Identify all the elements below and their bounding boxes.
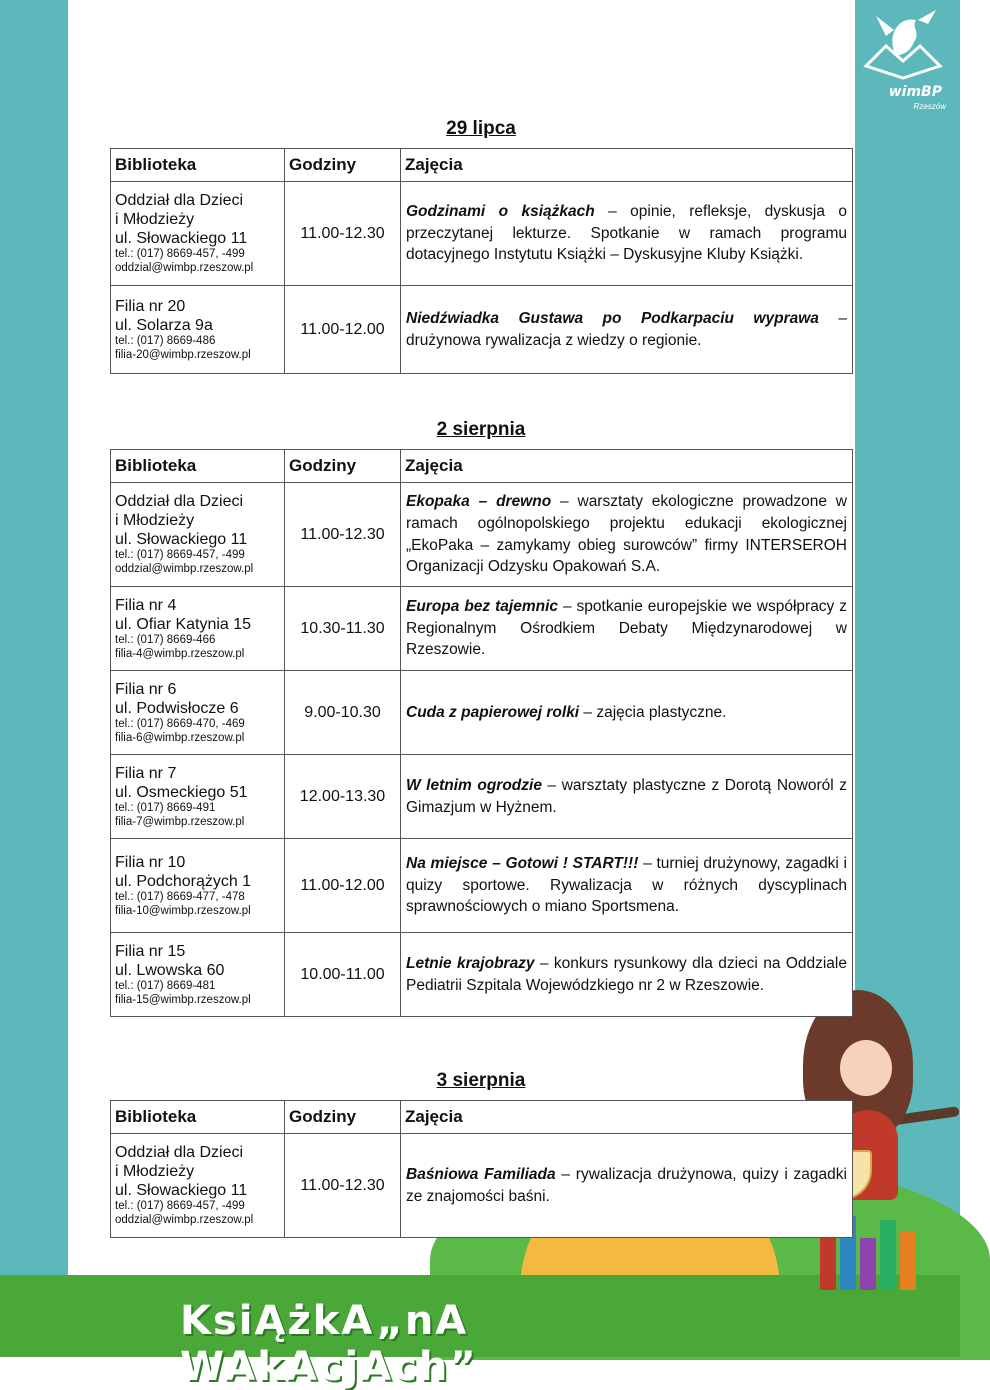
library-name: Filia nr 6: [115, 680, 177, 698]
library-email[interactable]: oddzial@wimbp.rzeszow.pl: [115, 563, 254, 576]
activity-description: – spotkanie europejskie we współpracy z Regionalnym Ośrodkiem Debaty Międzynarodowej w Rzeszowie.: [406, 597, 847, 659]
library-name: Oddział dla Dzieci: [115, 1143, 244, 1161]
table-header: [111, 450, 853, 483]
header-activities: Zajęcia: [401, 149, 853, 182]
activity-cell: [401, 839, 853, 933]
hours-cell: 11.00-12.30: [285, 1134, 401, 1238]
library-email[interactable]: filia-6@wimbp.rzeszow.pl: [115, 731, 245, 744]
library-phone: tel.: (017) 8669-491: [115, 801, 216, 814]
activity-title: Na miejsce – Gotowi ! START!!!: [406, 854, 639, 872]
section-date: 2 sierpnia: [436, 419, 526, 440]
library-address: ul. Ofiar Katynia 15: [115, 615, 252, 633]
library-phone: tel.: (017) 8669-457, -499: [115, 1200, 245, 1213]
library-cell: [111, 286, 285, 374]
activity-title: Baśniowa Familiada: [406, 1165, 556, 1183]
library-cell: [111, 182, 285, 286]
library-name: i Młodzieży: [115, 512, 195, 530]
library-address: ul. Podwisłocze 6: [115, 699, 239, 717]
book-spine: [900, 1232, 916, 1290]
activity-description: – drużynowa rywalizacja z wiedzy o regionie.: [406, 309, 847, 349]
hours-cell: 9.00-10.30: [285, 671, 401, 755]
library-phone: tel.: (017) 8669-477, -478: [115, 890, 245, 903]
library-name: Filia nr 20: [115, 297, 186, 315]
activity-description: – opinie, refleksje, dyskusja o przeczytanej lekturze. Spotkanie w ramach programu dotacyjnego Instytutu Książki – Dyskusyjne Kluby Książki.: [406, 202, 847, 264]
activity-description: – zajęcia plastyczne.: [579, 703, 727, 721]
table-row: [111, 182, 853, 286]
activity-description: – turniej drużynowy, zagadki i quizy sportowe. Rywalizacja w różnych dyscyplinach sprawnościowych o miano Sportsmena.: [406, 854, 847, 916]
library-name: i Młodzieży: [115, 211, 195, 229]
library-email[interactable]: filia-20@wimbp.rzeszow.pl: [115, 348, 251, 361]
library-email[interactable]: oddzial@wimbp.rzeszow.pl: [115, 1214, 254, 1227]
library-email[interactable]: filia-4@wimbp.rzeszow.pl: [115, 647, 245, 660]
header-library: Biblioteka: [111, 1101, 285, 1134]
activity-title: Europa bez tajemnic: [406, 597, 559, 615]
section-date: 3 sierpnia: [436, 1070, 526, 1091]
table-row: [111, 286, 853, 374]
table-row: [111, 483, 853, 587]
activity-cell: [401, 483, 853, 587]
activity-title: Ekopaka – drewno: [406, 493, 552, 511]
library-address: ul. Solarza 9a: [115, 316, 213, 334]
library-name: Oddział dla Dzieci: [115, 492, 244, 510]
library-email[interactable]: filia-7@wimbp.rzeszow.pl: [115, 815, 245, 828]
library-name: i Młodzieży: [115, 1163, 195, 1181]
hours-cell: 11.00-12.00: [285, 286, 401, 374]
header-activities: Zajęcia: [401, 1101, 853, 1134]
table-row: [111, 587, 853, 671]
table-row: [111, 1134, 853, 1238]
library-cell: [111, 587, 285, 671]
header-hours: Godziny: [285, 450, 401, 483]
library-email[interactable]: oddzial@wimbp.rzeszow.pl: [115, 262, 254, 275]
library-cell: [111, 933, 285, 1017]
header-hours: Godziny: [285, 1101, 401, 1134]
activity-cell: [401, 286, 853, 374]
activity-cell: [401, 933, 853, 1017]
header-library: Biblioteka: [111, 450, 285, 483]
logo-text: wimBP: [888, 84, 942, 100]
activity-cell: [401, 1134, 853, 1238]
hours-cell: 11.00-12.30: [285, 483, 401, 587]
library-cell: [111, 755, 285, 839]
logo-subtitle: Rzeszów: [913, 102, 946, 111]
library-cell: [111, 671, 285, 755]
table-row: [111, 933, 853, 1017]
table-header: [111, 1101, 853, 1134]
activity-description: – warsztaty ekologiczne prowadzone w ramach ogólnopolskiego projektu edukacji ekologicznej „EkoPaka – zamykamy obieg surowców” firmy INTERSEROH Organizacji Odzysku Opakowań S.A.: [406, 493, 847, 576]
hours-cell: 11.00-12.30: [285, 182, 401, 286]
book-spine: [880, 1220, 896, 1290]
activity-title: Niedźwiadka Gustawa po Podkarpaciu wyprawa: [406, 309, 819, 327]
schedule-table: [110, 148, 853, 374]
table-row: [111, 671, 853, 755]
library-name: Filia nr 4: [115, 596, 177, 614]
book-spine: [860, 1238, 876, 1290]
library-phone: tel.: (017) 8669-457, -499: [115, 248, 245, 261]
activity-cell: [401, 671, 853, 755]
library-phone: tel.: (017) 8669-457, -499: [115, 549, 245, 562]
table-header: [111, 149, 853, 182]
book-spine: [820, 1230, 836, 1290]
library-email[interactable]: filia-10@wimbp.rzeszow.pl: [115, 904, 251, 917]
library-name: Filia nr 10: [115, 853, 186, 871]
hours-cell: 10.30-11.30: [285, 587, 401, 671]
hours-cell: 12.00-13.30: [285, 755, 401, 839]
activity-cell: [401, 755, 853, 839]
library-address: ul. Słowackiego 11: [115, 230, 248, 248]
library-address: ul. Lwowska 60: [115, 961, 225, 979]
library-phone: tel.: (017) 8669-481: [115, 979, 216, 992]
activity-cell: [401, 182, 853, 286]
library-cell: [111, 1134, 285, 1238]
hours-cell: 11.00-12.00: [285, 839, 401, 933]
library-address: ul. Podchorążych 1: [115, 872, 252, 890]
library-address: ul. Słowackiego 11: [115, 1182, 248, 1200]
library-name: Filia nr 15: [115, 942, 186, 960]
activity-title: Letnie krajobrazy: [406, 954, 535, 972]
activity-title: Godzinami o książkach: [406, 202, 595, 220]
table-row: [111, 755, 853, 839]
header-activities: Zajęcia: [401, 450, 853, 483]
activity-title: W letnim ogrodzie: [406, 776, 542, 794]
header-hours: Godziny: [285, 149, 401, 182]
library-cell: [111, 483, 285, 587]
pegasus-book-icon: [856, 6, 950, 90]
library-address: ul. Osmeckiego 51: [115, 783, 248, 801]
library-cell: [111, 839, 285, 933]
activity-description: – warsztaty plastyczne z Dorotą Noworól z Gimazjum w Hyżnem.: [406, 776, 848, 816]
header-library: Biblioteka: [111, 149, 285, 182]
activity-title: Cuda z papierowej rolki: [406, 703, 580, 721]
library-name: Filia nr 7: [115, 764, 177, 782]
schedule-table: [110, 449, 853, 1017]
library-phone: tel.: (017) 8669-486: [115, 334, 216, 347]
activity-description: – konkurs rysunkowy dla dzieci na Oddziale Pediatrii Szpitala Wojewódzkiego nr 2 w Rzeszowie.: [406, 954, 847, 994]
hours-cell: 10.00-11.00: [285, 933, 401, 1017]
table-row: [111, 839, 853, 933]
library-phone: tel.: (017) 8669-470, -469: [115, 717, 245, 730]
library-name: Oddział dla Dzieci: [115, 191, 244, 209]
footer-banner: KsiĄżkA„nA WAkAcjAch”: [180, 1298, 478, 1390]
activity-cell: [401, 587, 853, 671]
activity-description: – rywalizacja drużynowa, quizy i zagadki ze znajomości baśni.: [406, 1165, 847, 1205]
library-phone: tel.: (017) 8669-466: [115, 633, 216, 646]
schedule-table: [110, 1100, 853, 1238]
library-address: ul. Słowackiego 11: [115, 531, 248, 549]
section-date: 29 lipca: [446, 118, 516, 139]
library-email[interactable]: filia-15@wimbp.rzeszow.pl: [115, 993, 251, 1006]
